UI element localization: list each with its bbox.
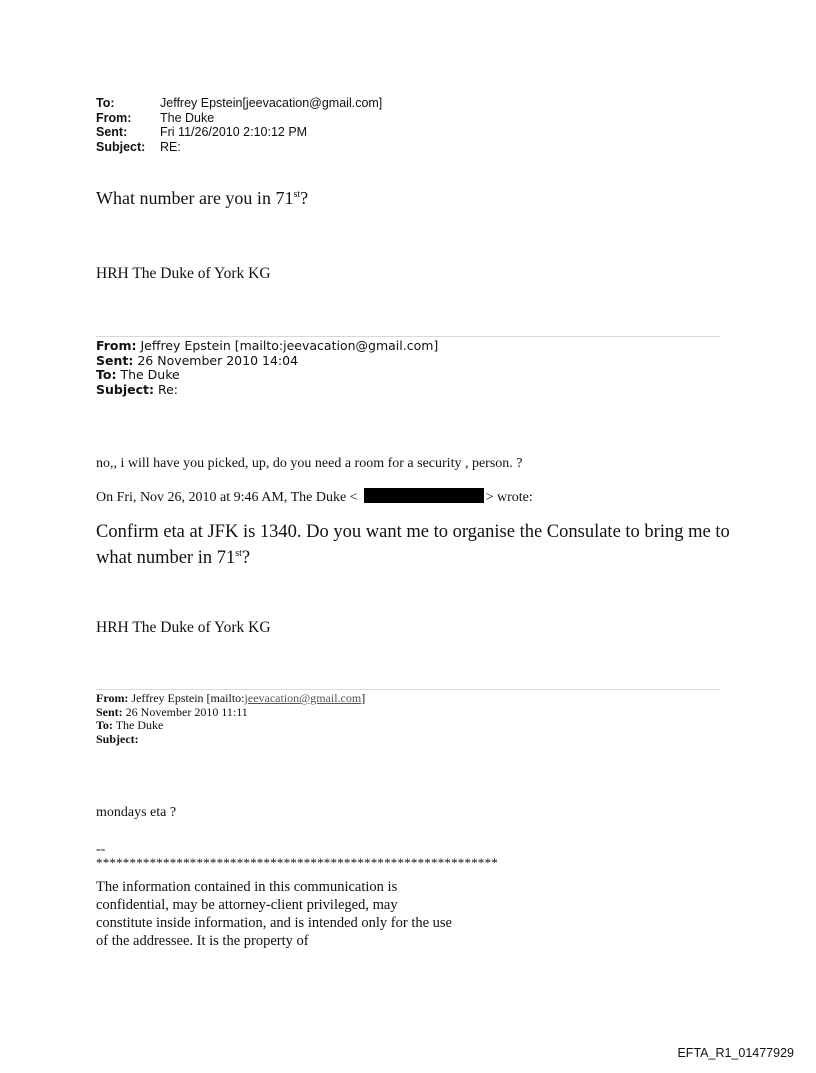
sent-row (96, 354, 438, 369)
from-row (96, 339, 438, 354)
confirm-end: ? (241, 548, 251, 569)
from-label: From: (96, 338, 137, 353)
signature-separator: -- (96, 842, 106, 857)
email-header-1 (96, 96, 382, 154)
sent-row (96, 706, 365, 720)
sent-value: 26 November 2010 14:04 (137, 352, 299, 368)
confirm-text: Confirm eta at JFK is 1340. Do you want me to organise the Consulate to bring me to what number in 71 (96, 522, 730, 569)
quote-intro-after: > wrote: (485, 490, 533, 505)
from-label: From: (96, 110, 132, 125)
confirm-message (96, 522, 736, 569)
message-question (96, 188, 308, 209)
disclaimer: The information contained in this communication is confidential, may be attorney-client privileged, may constitute inside information, and is intended only for the use of the addressee. It is the property of (96, 879, 452, 949)
subject-row (96, 140, 382, 155)
message-body: mondays eta ? (96, 805, 177, 820)
subject-label: Subject: (96, 139, 146, 154)
question-text: What number are you in 71 (96, 188, 294, 208)
signature-2: HRH The Duke of York KG (96, 619, 271, 636)
sent-label: Sent: (96, 352, 134, 368)
signature-1: HRH The Duke of York KG (96, 265, 271, 282)
sent-label: Sent: (96, 704, 123, 719)
sent-row (96, 125, 382, 140)
from-value: Jeffrey Epstein [mailto:jeevacation@gmail.com] (140, 338, 439, 353)
to-label: To: (96, 367, 117, 382)
document-id: EFTA_R1_01477929 (677, 1046, 794, 1060)
question-end: ? (300, 188, 309, 208)
from-row (96, 692, 365, 706)
email-link[interactable]: jeevacation@gmail.com (244, 691, 362, 705)
from-row (96, 111, 382, 126)
from-value: The Duke (160, 110, 215, 125)
divider-2 (96, 689, 720, 690)
redaction-box (364, 488, 484, 503)
from-label: From: (96, 691, 129, 705)
to-value: The Duke (120, 367, 180, 382)
asterisk-line: ************************************************************ (96, 855, 498, 870)
to-value: The Duke (115, 718, 164, 732)
subject-row (96, 733, 365, 747)
sent-label: Sent: (96, 125, 128, 139)
quote-intro-before: On Fri, Nov 26, 2010 at 9:46 AM, The Duke < (96, 490, 358, 505)
to-value: Jeffrey Epstein[jeevacation@gmail.com] (160, 96, 383, 110)
subject-label: Subject: (96, 731, 139, 746)
email-header-3 (96, 692, 365, 746)
sent-value: 26 November 2010 11:11 (125, 704, 248, 719)
confirm-superscript: st (235, 548, 242, 559)
email-header-2 (96, 339, 438, 397)
divider-1 (96, 336, 720, 337)
question-superscript: st (293, 189, 301, 200)
to-row (96, 96, 382, 111)
to-row (96, 368, 438, 383)
subject-row (96, 383, 438, 398)
to-label: To: (96, 96, 115, 110)
from-value-suffix: ] (361, 691, 366, 705)
subject-label: Subject: (96, 381, 154, 397)
to-row (96, 719, 365, 733)
reply-text: no,, i will have you picked, up, do you need a room for a security , person. ? (96, 456, 523, 471)
subject-value: RE: (160, 139, 181, 154)
sent-value: Fri 11/26/2010 2:10:12 PM (160, 125, 308, 139)
subject-value: Re: (157, 381, 179, 397)
quote-intro (96, 488, 533, 506)
to-label: To: (96, 718, 113, 732)
from-value-prefix: Jeffrey Epstein [mailto: (131, 691, 245, 705)
